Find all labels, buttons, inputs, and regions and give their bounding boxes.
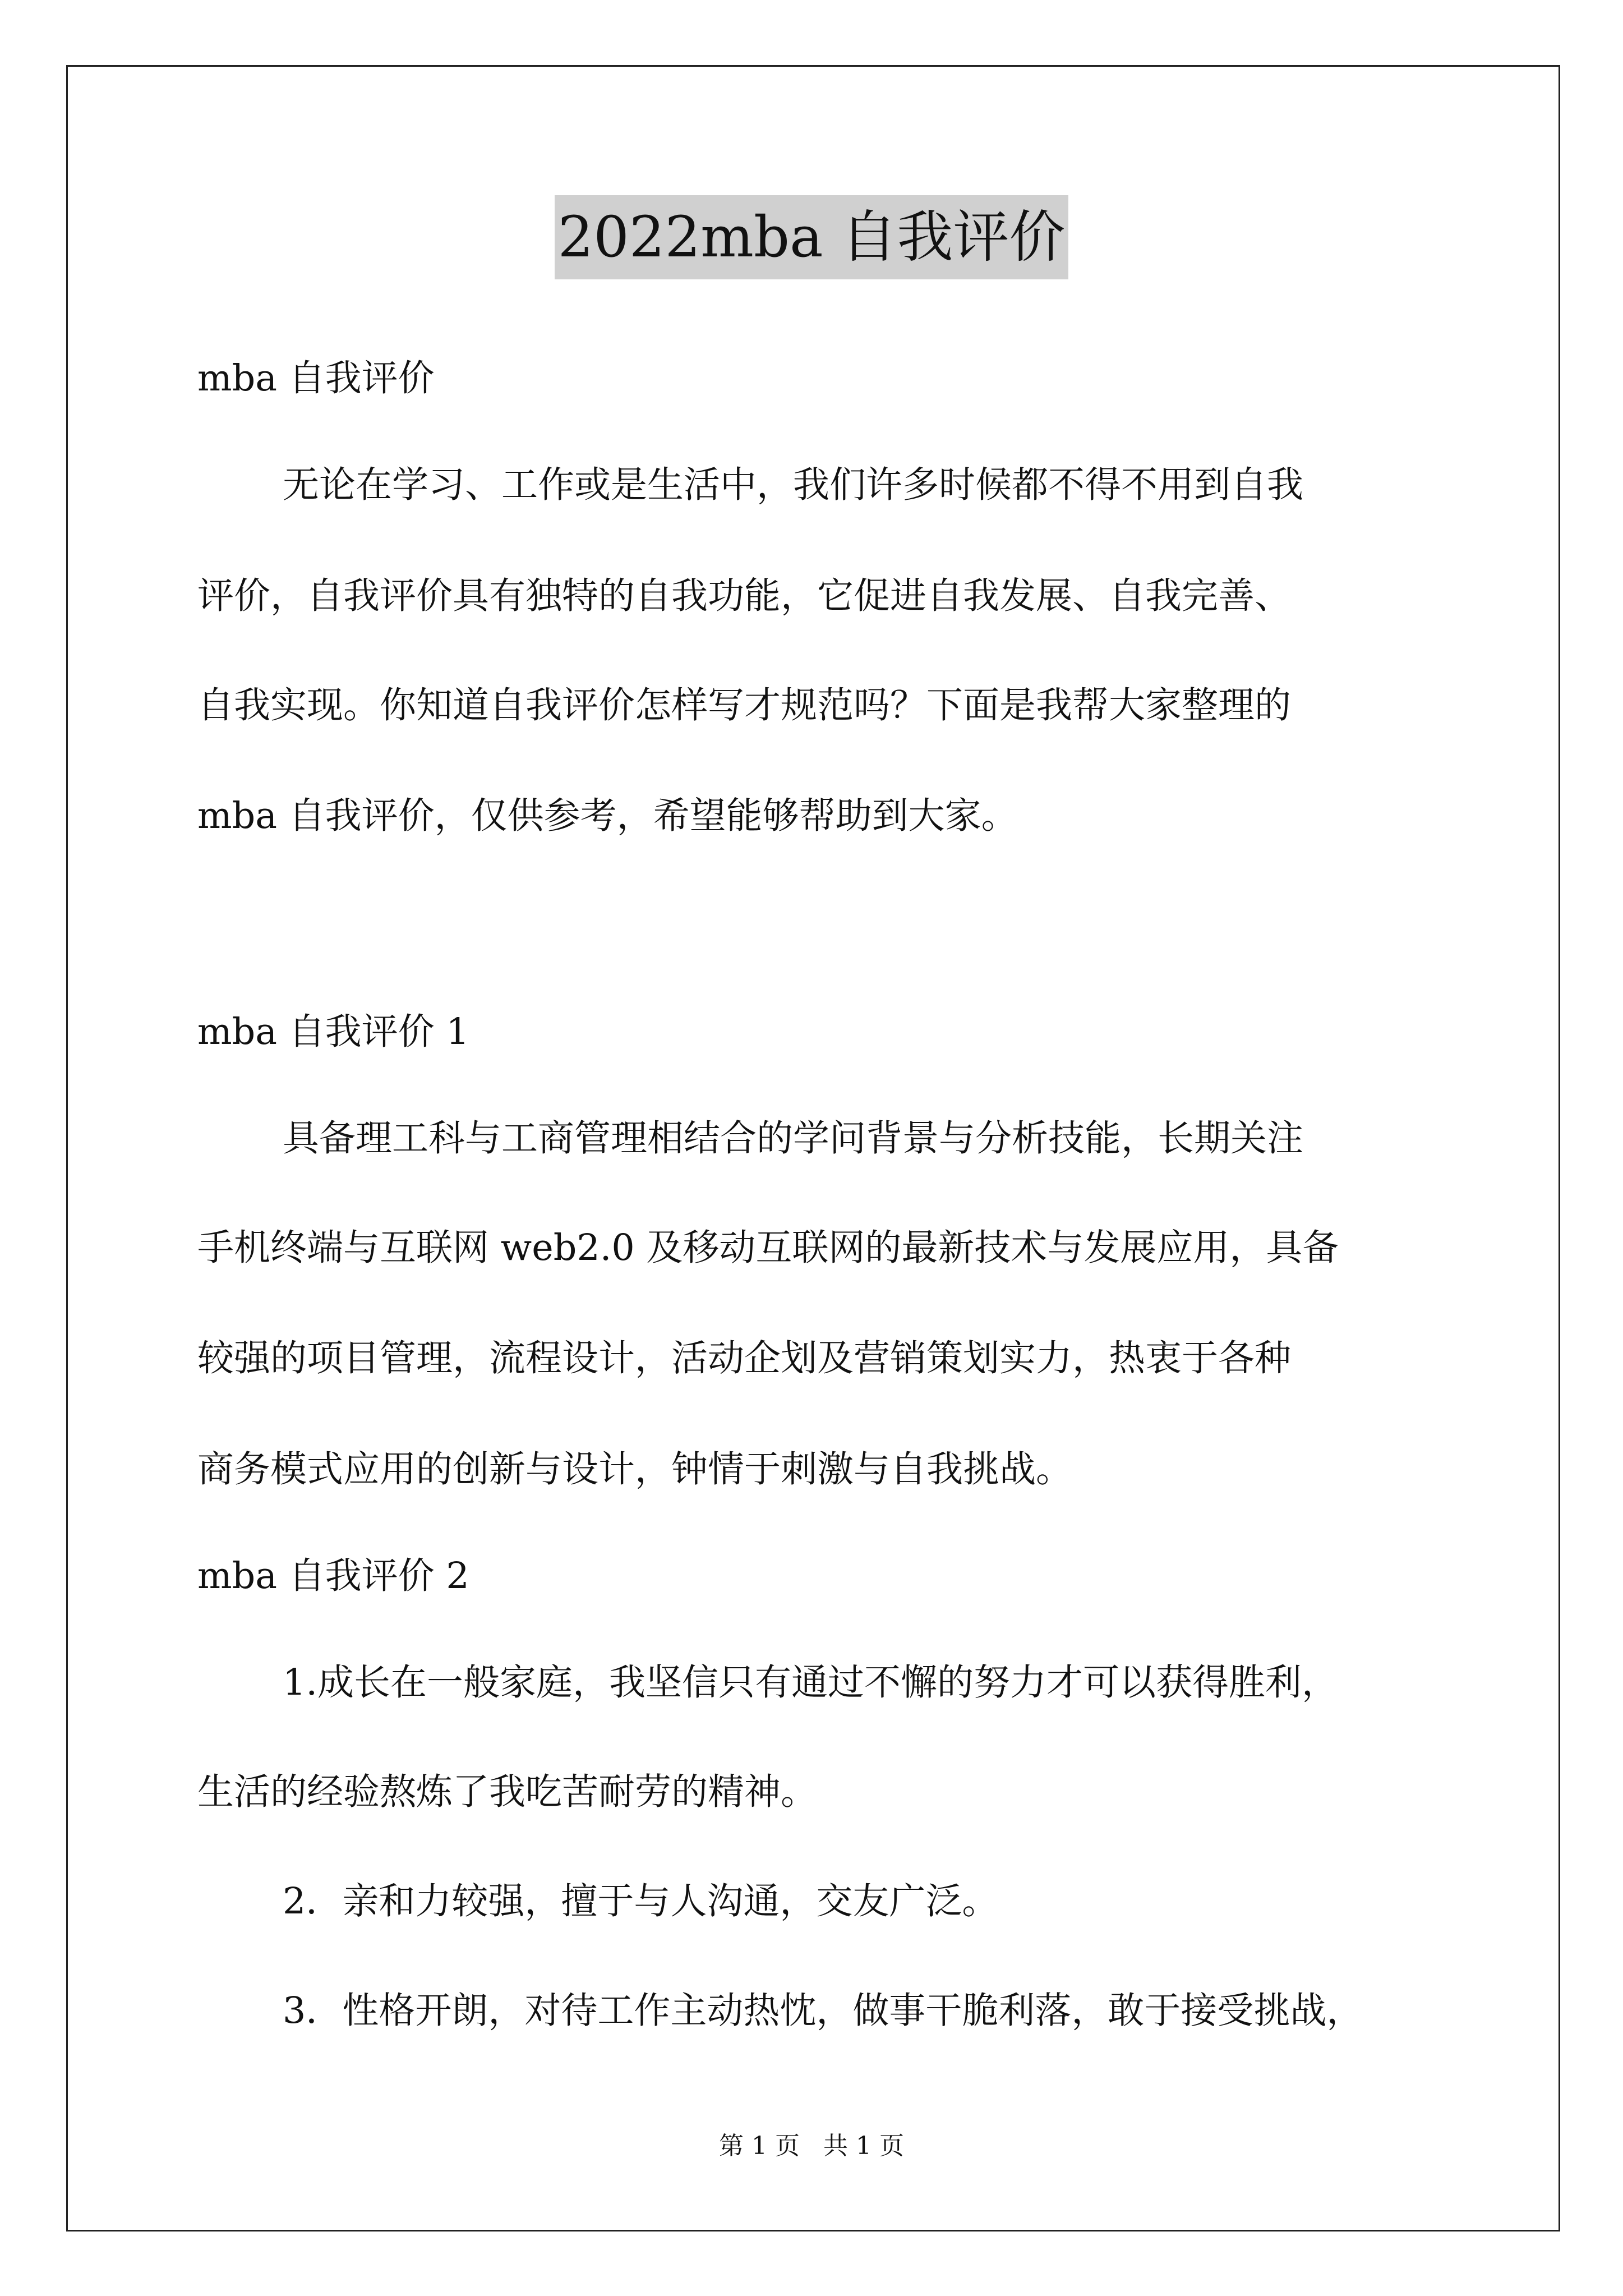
document-title: 2022mba 自我评价 — [555, 195, 1069, 279]
title-container — [0, 195, 1623, 279]
section-heading-2: mba 自我评价 2 — [197, 1555, 469, 1597]
section-1-line-3: 较强的项目管理，流程设计，活动企划及营销策划实力，热衷于各种 — [197, 1337, 1292, 1379]
intro-paragraph-line-2: 评价，自我评价具有独特的自我功能，它促进自我发展、自我完善、 — [197, 575, 1292, 617]
intro-paragraph-line-1: 无论在学习、工作或是生活中，我们许多时候都不得不用到自我 — [283, 464, 1304, 506]
section-1-line-4: 商务模式应用的创新与设计，钟情于刺激与自我挑战。 — [197, 1448, 1073, 1490]
section-heading-1: mba 自我评价 1 — [197, 1011, 469, 1053]
intro-paragraph-line-4: mba 自我评价，仅供参考，希望能够帮助到大家。 — [197, 795, 1018, 837]
section-2-item-1-line-1: 1.成长在一般家庭，我坚信只有通过不懈的努力才可以获得胜利， — [283, 1662, 1339, 1704]
section-2-item-1-line-2: 生活的经验熬炼了我吃苦耐劳的精神。 — [197, 1771, 818, 1813]
intro-heading: mba 自我评价 — [197, 357, 435, 399]
page-footer: 第 1 页 共 1 页 — [719, 2132, 904, 2160]
section-2-item-3-line-1: 3．性格开朗，对待工作主动热忱，做事干脆利落，敢于接受挑战， — [283, 1990, 1363, 2032]
section-1-line-2: 手机终端与互联网 web2.0 及移动互联网的最新技术与发展应用，具备 — [197, 1227, 1339, 1269]
section-2-item-2: 2．亲和力较强，擅于与人沟通，交友广泛。 — [283, 1880, 999, 1922]
section-1-line-1: 具备理工科与工商管理相结合的学问背景与分析技能，长期关注 — [283, 1117, 1304, 1159]
intro-paragraph-line-3: 自我实现。你知道自我评价怎样写才规范吗？下面是我帮大家整理的 — [197, 684, 1292, 726]
